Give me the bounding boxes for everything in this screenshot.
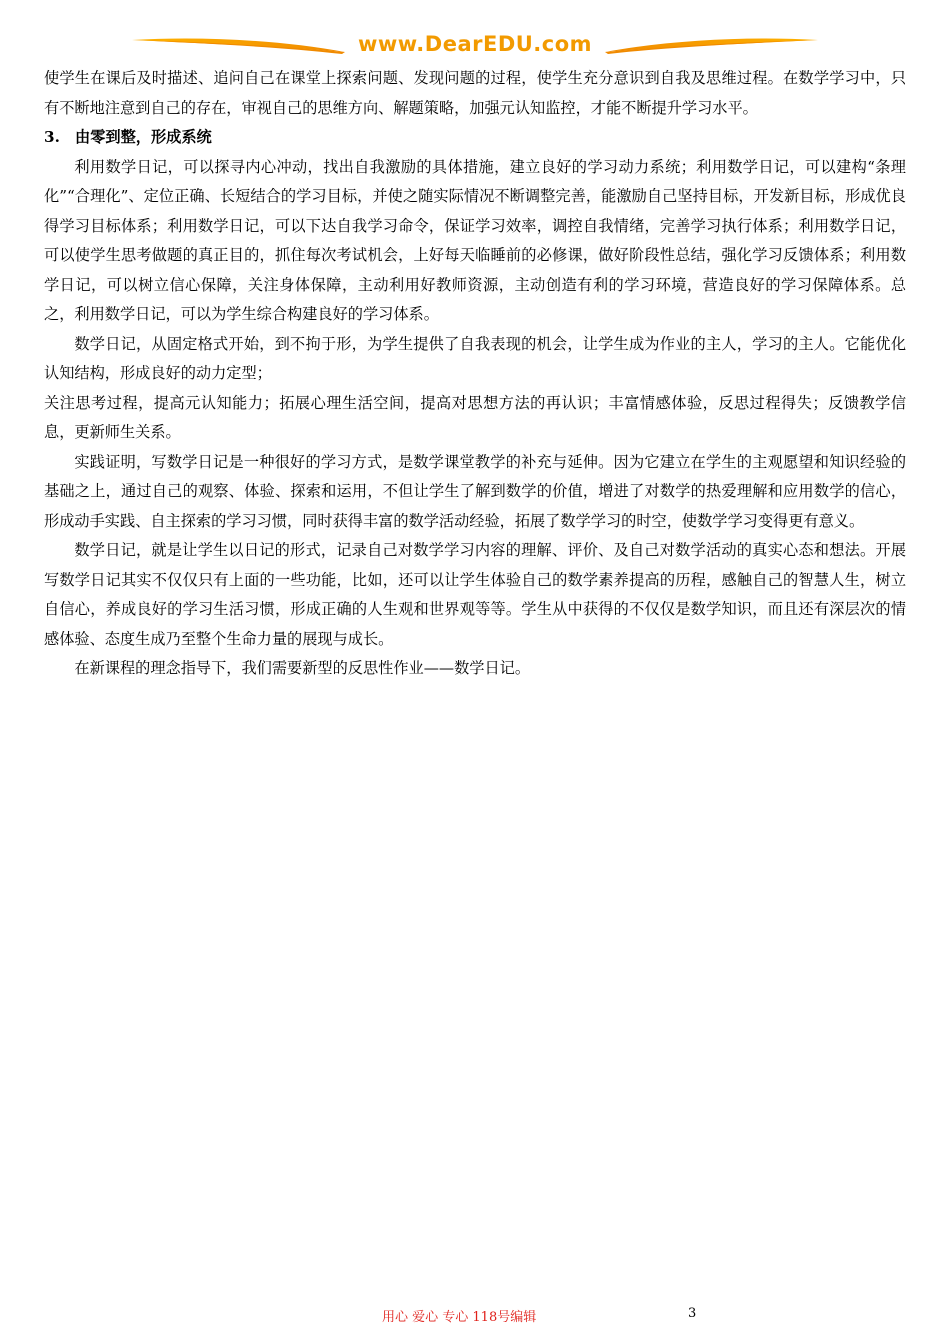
paragraph: 数学日记，就是让学生以日记的形式，记录自己对数学学习内容的理解、评价、及自己对数学活动的真实心态和想法。开展写数学日记其实不仅仅只有上面的一些功能，比如，还可以让学生体验自己的数学素养提高的历程，感触自己的智慧人生，树立自信心，养成良好的学习生活习惯，形成正确的人生观和世界观等等。学生从中获得的不仅仅是数学知识，而且还有深层次的情感体验、态度生成乃至整个生命力量的展现与成长。 bbox=[44, 541, 906, 648]
footer-slogan: 用心 爱心 专心 118号编辑 bbox=[382, 1310, 537, 1325]
paragraph: 利用数学日记，可以探寻内心冲动，找出自我激励的具体措施，建立良好的学习动力系统；利用数学日记，可以建构“条理化”“合理化”、定位正确、长短结合的学习目标，并使之随实际情况不断调整完善，能激励自己坚持目标，开发新目标，形成优良得学习目标体系；利用数学日记，可以下达自我学习命令，保证学习效率，调控自我情绪，完善学习执行体系；利用数学日记，可以使学生思考做题的真正目的，抓住每次考试机会，上好每天临睡前的必修课，做好阶段性总结，强化学习反馈体系；利用数学日记，可以树立信心保障，关注身体保障，主动利用好教师资源，主动创造有利的学习环境，营造良好的学习保障体系。总之，利用数学日记，可以为学生综合构建良好的学习体系。 bbox=[44, 157, 906, 323]
paragraph: 数学日记，从固定格式开始，到不拘于形，为学生提供了自我表现的机会，让学生成为作业的主人，学习的主人。它能优化认知结构，形成良好的动力定型； bbox=[44, 334, 906, 382]
paragraph: 在新课程的理念指导下，我们需要新型的反思性作业——数学日记。 bbox=[74, 659, 531, 677]
paragraph-continuation: 使学生在课后及时描述、追问自己在课堂上探索问题、发现问题的过程，使学生充分意识到自我及思维过程。在数学学习中，只有不断地注意到自己的存在，审视自己的思维方向、解题策略，加强元认知监控，才能不断提升学习水平。 bbox=[44, 69, 906, 117]
section-heading: 3. 由零到整，形成系统 bbox=[44, 128, 212, 146]
paragraph-continuation: 关注思考过程，提高元认知能力；拓展心理生活空间，提高对思想方法的再认识；丰富情感体验，反思过程得失；反馈教学信息，更新师生关系。 bbox=[44, 393, 906, 441]
paragraph: 实践证明，写数学日记是一种很好的学习方式，是数学课堂教学的补充与延伸。因为它建立在学生的主观愿望和知识经验的基础之上，通过自己的观察、体验、探索和运用，不但让学生了解到数学的价值，增进了对数学的热爱理解和应用数学的信心，形成动手实践、自主探索的学习习惯，同时获得丰富的数学活动经验，拓展了数学学习的时空，使数学学习变得更有意义。 bbox=[44, 452, 906, 530]
page-number: 3 bbox=[688, 1306, 697, 1321]
site-logo-text[interactable]: www.DearEDU.com bbox=[357, 32, 593, 56]
site-header-banner bbox=[130, 30, 820, 66]
document-body bbox=[44, 64, 906, 684]
